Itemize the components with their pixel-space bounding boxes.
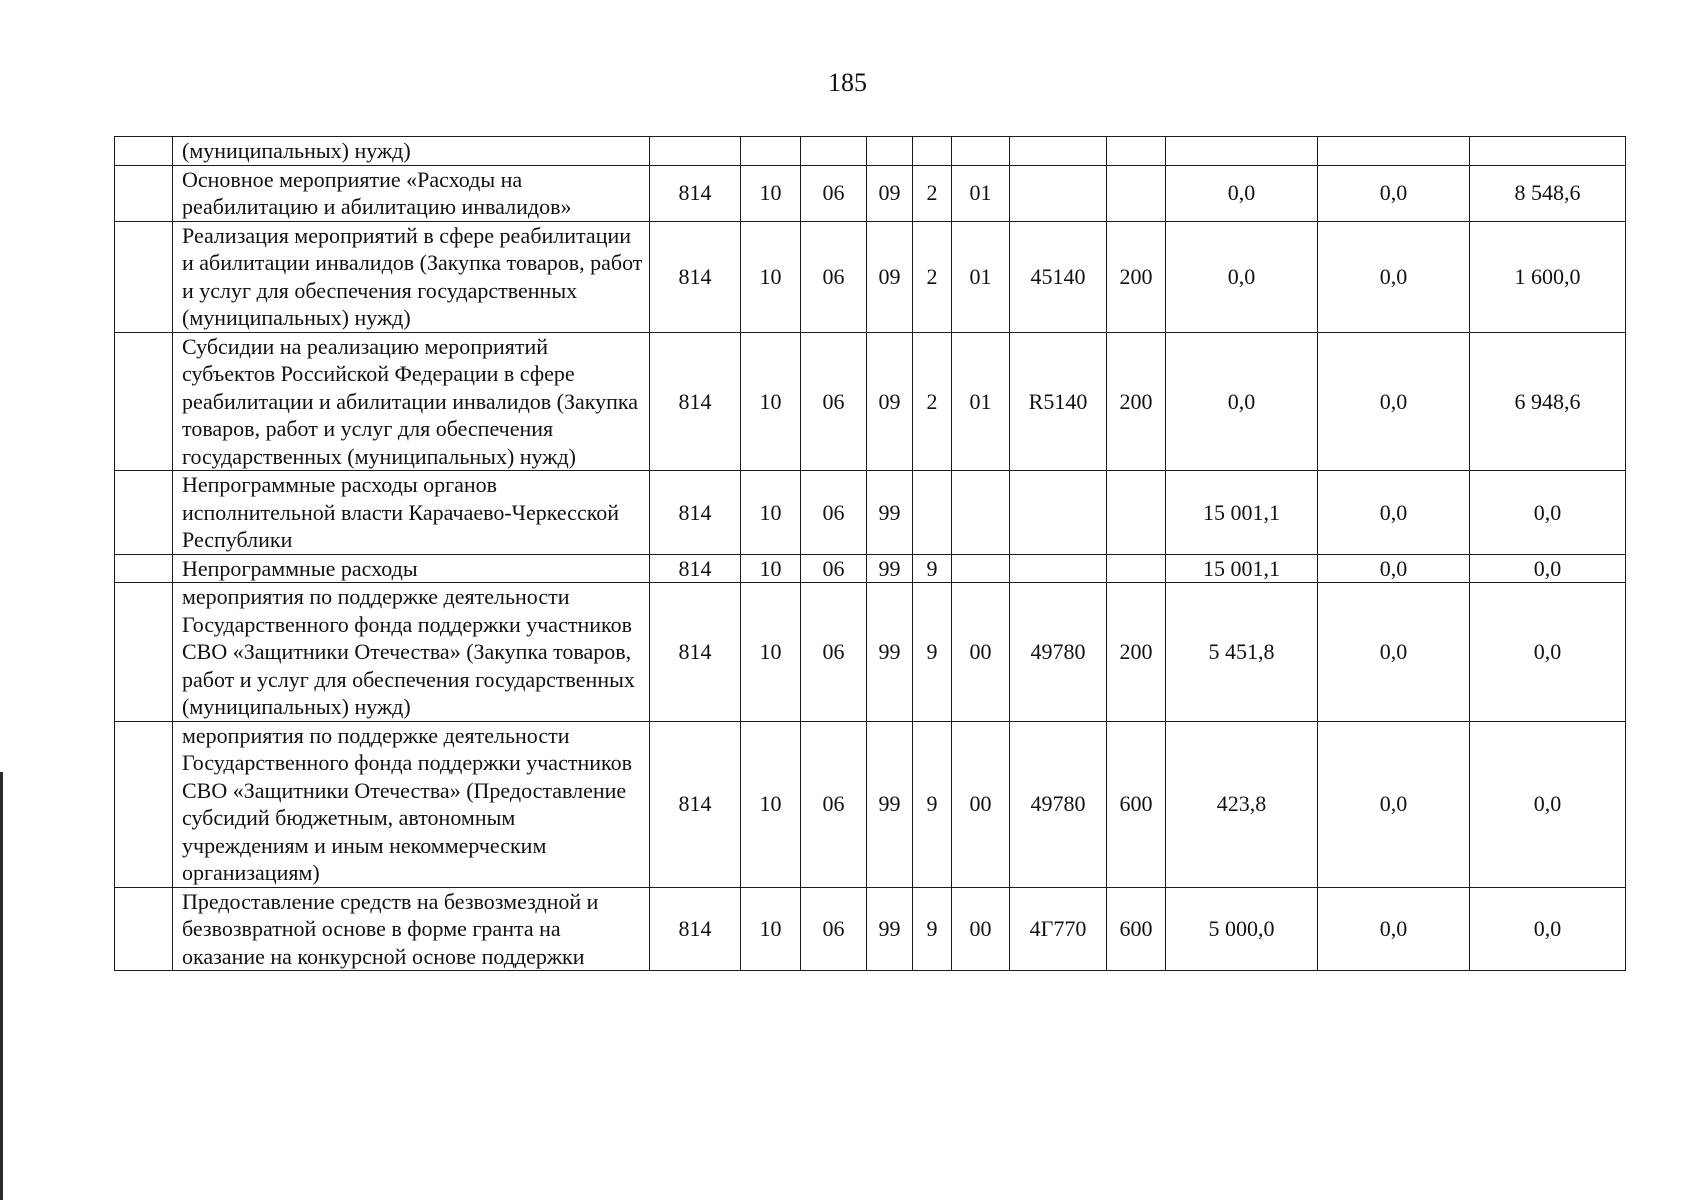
subprogram-code-cell: 9 — [913, 583, 952, 722]
main-activity-code-cell: 01 — [952, 332, 1010, 471]
expense-type-code-cell — [1107, 137, 1166, 166]
amount-year1-cell: 0,0 — [1166, 221, 1318, 332]
expense-direction-code-cell — [1010, 165, 1107, 221]
expense-name-cell: Реализация мероприятий в сфере реабилитации и абилитации инвалидов (Закупка товаров, работ и услуг для обеспечения государственных (муниципальных) нужд) — [173, 221, 650, 332]
budget-table — [114, 136, 1626, 971]
amount-year2-cell: 0,0 — [1318, 221, 1470, 332]
expense-name-cell: Непрограммные расходы органов исполнительной власти Карачаево-Черкесской Республики — [173, 471, 650, 555]
subprogram-code-cell — [913, 471, 952, 555]
program-code-cell: 09 — [867, 332, 913, 471]
expense-direction-code-cell — [1010, 554, 1107, 583]
section-code-cell: 10 — [741, 887, 801, 971]
amount-year3-cell — [1470, 137, 1626, 166]
main-activity-code-cell — [952, 554, 1010, 583]
table-row — [115, 221, 1626, 332]
table-row — [115, 583, 1626, 722]
department-code-cell: 814 — [650, 554, 741, 583]
amount-year1-cell: 15 001,1 — [1166, 471, 1318, 555]
section-code-cell: 10 — [741, 165, 801, 221]
expense-type-code-cell: 200 — [1107, 332, 1166, 471]
table-row — [115, 471, 1626, 555]
department-code-cell: 814 — [650, 165, 741, 221]
amount-year2-cell — [1318, 137, 1470, 166]
expense-direction-code-cell: 49780 — [1010, 583, 1107, 722]
expense-type-code-cell — [1107, 554, 1166, 583]
subprogram-code-cell: 2 — [913, 332, 952, 471]
department-code-cell: 814 — [650, 721, 741, 887]
expense-name-cell: Предоставление средств на безвозмездной и безвозвратной основе в форме гранта на оказание на конкурсной основе поддержки — [173, 887, 650, 971]
expense-direction-code-cell — [1010, 137, 1107, 166]
section-code-cell: 10 — [741, 721, 801, 887]
amount-year2-cell: 0,0 — [1318, 554, 1470, 583]
subprogram-code-cell: 9 — [913, 887, 952, 971]
expense-name-cell: Непрограммные расходы — [173, 554, 650, 583]
main-activity-code-cell — [952, 137, 1010, 166]
amount-year1-cell: 5 000,0 — [1166, 887, 1318, 971]
amount-year1-cell: 15 001,1 — [1166, 554, 1318, 583]
section-code-cell: 10 — [741, 471, 801, 555]
expense-type-code-cell — [1107, 165, 1166, 221]
expense-type-code-cell — [1107, 471, 1166, 555]
section-code-cell: 10 — [741, 221, 801, 332]
subsection-code-cell: 06 — [801, 721, 867, 887]
expense-name-cell: мероприятия по поддержке деятельности Государственного фонда поддержки участников СВО «Защитники Отечества» (Закупка товаров, работ и услуг для обеспечения государственных (муниципальных) нужд) — [173, 583, 650, 722]
table-row — [115, 137, 1626, 166]
subsection-code-cell: 06 — [801, 887, 867, 971]
subprogram-code-cell: 9 — [913, 721, 952, 887]
scan-edge-line — [0, 772, 3, 1200]
row-number-cell — [115, 471, 173, 555]
program-code-cell: 99 — [867, 554, 913, 583]
section-code-cell: 10 — [741, 583, 801, 722]
amount-year3-cell: 1 600,0 — [1470, 221, 1626, 332]
amount-year3-cell: 0,0 — [1470, 721, 1626, 887]
table-row — [115, 554, 1626, 583]
subsection-code-cell: 06 — [801, 332, 867, 471]
amount-year1-cell: 5 451,8 — [1166, 583, 1318, 722]
amount-year1-cell: 0,0 — [1166, 165, 1318, 221]
amount-year3-cell: 0,0 — [1470, 554, 1626, 583]
program-code-cell: 99 — [867, 471, 913, 555]
row-number-cell — [115, 165, 173, 221]
department-code-cell: 814 — [650, 332, 741, 471]
subsection-code-cell: 06 — [801, 165, 867, 221]
subsection-code-cell: 06 — [801, 583, 867, 722]
amount-year2-cell: 0,0 — [1318, 887, 1470, 971]
main-activity-code-cell: 00 — [952, 887, 1010, 971]
table-row — [115, 332, 1626, 471]
row-number-cell — [115, 583, 173, 722]
amount-year3-cell: 6 948,6 — [1470, 332, 1626, 471]
amount-year1-cell: 0,0 — [1166, 332, 1318, 471]
program-code-cell: 09 — [867, 165, 913, 221]
amount-year1-cell — [1166, 137, 1318, 166]
amount-year2-cell: 0,0 — [1318, 165, 1470, 221]
subsection-code-cell: 06 — [801, 221, 867, 332]
expense-direction-code-cell — [1010, 471, 1107, 555]
row-number-cell — [115, 332, 173, 471]
amount-year3-cell: 8 548,6 — [1470, 165, 1626, 221]
table-row — [115, 887, 1626, 971]
main-activity-code-cell: 00 — [952, 721, 1010, 887]
amount-year3-cell: 0,0 — [1470, 583, 1626, 722]
row-number-cell — [115, 721, 173, 887]
expense-type-code-cell: 600 — [1107, 887, 1166, 971]
expense-name-cell: мероприятия по поддержке деятельности Государственного фонда поддержки участников СВО «Защитники Отечества» (Предоставление субсидий бюджетным, автономным учреждениям и иным некоммерческим организациям) — [173, 721, 650, 887]
expense-name-cell: Основное мероприятие «Расходы на реабилитацию и абилитацию инвалидов» — [173, 165, 650, 221]
amount-year2-cell: 0,0 — [1318, 721, 1470, 887]
subsection-code-cell — [801, 137, 867, 166]
row-number-cell — [115, 554, 173, 583]
department-code-cell: 814 — [650, 887, 741, 971]
amount-year2-cell: 0,0 — [1318, 583, 1470, 722]
expense-direction-code-cell: 4Г770 — [1010, 887, 1107, 971]
department-code-cell: 814 — [650, 221, 741, 332]
subprogram-code-cell: 9 — [913, 554, 952, 583]
subsection-code-cell: 06 — [801, 554, 867, 583]
subprogram-code-cell: 2 — [913, 165, 952, 221]
expense-name-cell: (муниципальных) нужд) — [173, 137, 650, 166]
subprogram-code-cell — [913, 137, 952, 166]
amount-year3-cell: 0,0 — [1470, 471, 1626, 555]
expense-direction-code-cell: 49780 — [1010, 721, 1107, 887]
department-code-cell — [650, 137, 741, 166]
department-code-cell: 814 — [650, 471, 741, 555]
amount-year1-cell: 423,8 — [1166, 721, 1318, 887]
expense-direction-code-cell: R5140 — [1010, 332, 1107, 471]
program-code-cell: 99 — [867, 721, 913, 887]
department-code-cell: 814 — [650, 583, 741, 722]
amount-year2-cell: 0,0 — [1318, 471, 1470, 555]
main-activity-code-cell: 01 — [952, 221, 1010, 332]
main-activity-code-cell: 01 — [952, 165, 1010, 221]
main-activity-code-cell — [952, 471, 1010, 555]
page-number: 185 — [828, 68, 867, 97]
table-body — [115, 137, 1626, 971]
amount-year2-cell: 0,0 — [1318, 332, 1470, 471]
expense-type-code-cell: 200 — [1107, 583, 1166, 722]
expense-direction-code-cell: 45140 — [1010, 221, 1107, 332]
table-row — [115, 165, 1626, 221]
program-code-cell: 99 — [867, 887, 913, 971]
program-code-cell: 09 — [867, 221, 913, 332]
section-code-cell — [741, 137, 801, 166]
program-code-cell — [867, 137, 913, 166]
main-activity-code-cell: 00 — [952, 583, 1010, 722]
program-code-cell: 99 — [867, 583, 913, 722]
row-number-cell — [115, 137, 173, 166]
row-number-cell — [115, 221, 173, 332]
subsection-code-cell: 06 — [801, 471, 867, 555]
amount-year3-cell: 0,0 — [1470, 887, 1626, 971]
section-code-cell: 10 — [741, 554, 801, 583]
row-number-cell — [115, 887, 173, 971]
table-row — [115, 721, 1626, 887]
expense-type-code-cell: 600 — [1107, 721, 1166, 887]
expense-name-cell: Субсидии на реализацию мероприятий субъектов Российской Федерации в сфере реабилитации и абилитации инвалидов (Закупка товаров, работ и услуг для обеспечения государственных (муниципальных) нужд) — [173, 332, 650, 471]
expense-type-code-cell: 200 — [1107, 221, 1166, 332]
subprogram-code-cell: 2 — [913, 221, 952, 332]
section-code-cell: 10 — [741, 332, 801, 471]
